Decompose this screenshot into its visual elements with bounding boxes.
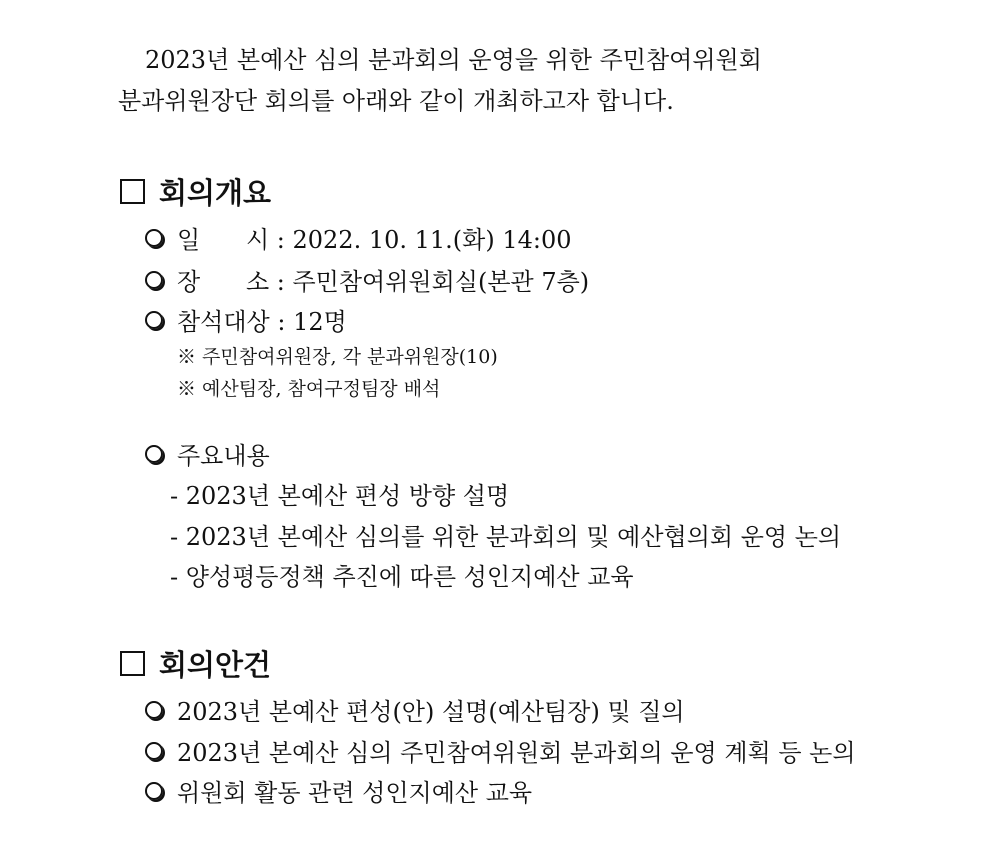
circle-bullet-icon	[145, 229, 163, 247]
list-item-attendees	[145, 307, 347, 337]
item-text: 참석대상 : 12명	[177, 308, 347, 336]
item-text: 일 시 : 2022. 10. 11.(화) 14:00	[177, 226, 572, 254]
section-heading-overview	[120, 175, 271, 211]
agenda-item-3	[145, 778, 532, 808]
circle-bullet-icon	[145, 742, 163, 760]
list-item-content	[145, 441, 270, 471]
list-item-date	[145, 225, 572, 255]
item-text: 주요내용	[177, 442, 270, 470]
section-title: 회의안건	[159, 648, 272, 682]
circle-bullet-icon	[145, 271, 163, 289]
content-item-3: - 양성평등정책 추진에 따른 성인지예산 교육	[170, 563, 634, 591]
section-heading-agenda	[120, 647, 271, 683]
item-text: 2023년 본예산 심의 주민참여위원회 분과회의 운영 계획 등 논의	[177, 739, 856, 767]
note-2: ※ 예산팀장, 참여구정팀장 배석	[177, 378, 441, 400]
item-text: 장 소 : 주민참여위원회실(본관 7층)	[177, 268, 590, 296]
note-1: ※ 주민참여위원장, 각 분과위원장(10)	[177, 346, 498, 368]
intro-line-2: 분과위원장단 회의를 아래와 같이 개최하고자 합니다.	[118, 87, 674, 115]
item-text: 위원회 활동 관련 성인지예산 교육	[177, 779, 533, 807]
checkbox-square-icon	[120, 179, 145, 204]
item-text: 2023년 본예산 편성(안) 설명(예산팀장) 및 질의	[177, 698, 685, 726]
content-item-1: - 2023년 본예산 편성 방향 설명	[170, 482, 510, 510]
circle-bullet-icon	[145, 782, 163, 800]
list-item-place	[145, 267, 589, 297]
circle-bullet-icon	[145, 445, 163, 463]
checkbox-square-icon	[120, 651, 145, 676]
agenda-item-2	[145, 738, 856, 768]
content-item-2: - 2023년 본예산 심의를 위한 분과회의 및 예산협의회 운영 논의	[170, 523, 842, 551]
section-title: 회의개요	[159, 176, 272, 210]
agenda-item-1	[145, 697, 685, 727]
intro-line-1: 2023년 본예산 심의 분과회의 운영을 위한 주민참여위원회	[145, 46, 762, 74]
circle-bullet-icon	[145, 311, 163, 329]
circle-bullet-icon	[145, 701, 163, 719]
